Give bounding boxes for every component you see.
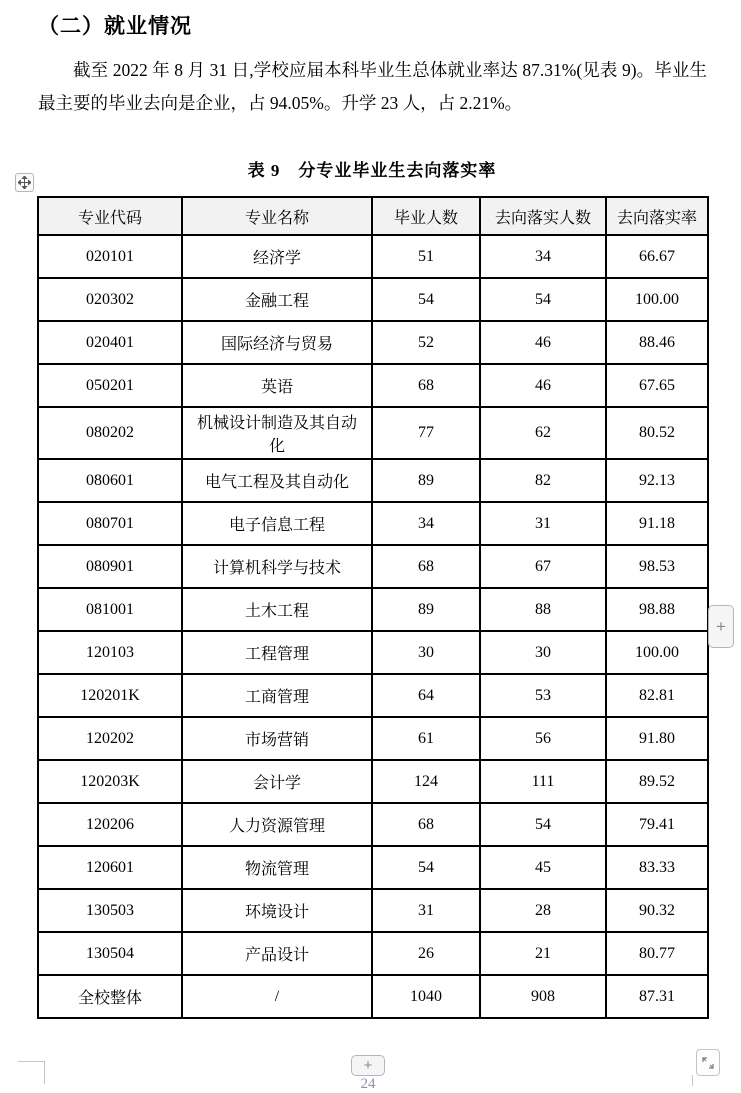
table-cell: 英语 xyxy=(182,364,372,407)
table-cell: 1040 xyxy=(372,975,480,1018)
table-cell: 计算机科学与技术 xyxy=(182,545,372,588)
table-cell: 080202 xyxy=(38,407,182,459)
table-row xyxy=(38,760,708,803)
table-cell: 020302 xyxy=(38,278,182,321)
table-caption: 表 9 分专业毕业生去向落实率 xyxy=(247,161,497,180)
table-row xyxy=(38,407,708,459)
table-row xyxy=(38,459,708,502)
table-row xyxy=(38,235,708,278)
table-cell: 89 xyxy=(372,588,480,631)
table-cell: 61 xyxy=(372,717,480,760)
table-cell: 100.00 xyxy=(606,278,708,321)
table-cell: 020101 xyxy=(38,235,182,278)
table-cell: 54 xyxy=(480,803,606,846)
text-boundary-edge-mark xyxy=(692,1075,693,1086)
table-cell: 31 xyxy=(480,502,606,545)
table-cell: 市场营销 xyxy=(182,717,372,760)
table-cell: 64 xyxy=(372,674,480,717)
body-paragraph: 截至 2022 年 8 月 31 日,学校应届本科毕业生总体就业率达 87.31%(见表 9)。毕业生最主要的毕业去向是企业，占 94.05%。升学 23 人，占 2.21%。 xyxy=(38,60,707,113)
table-row xyxy=(38,717,708,760)
table-cell: 89.52 xyxy=(606,760,708,803)
table-row xyxy=(38,803,708,846)
table-cell: 34 xyxy=(480,235,606,278)
table-cell: 30 xyxy=(372,631,480,674)
column-header: 毕业人数 xyxy=(372,197,480,235)
table-row xyxy=(38,975,708,1018)
table-cell: 68 xyxy=(372,803,480,846)
table-cell: 120601 xyxy=(38,846,182,889)
table-cell: 98.88 xyxy=(606,588,708,631)
table-row xyxy=(38,889,708,932)
column-header: 专业名称 xyxy=(182,197,372,235)
table-cell: 电子信息工程 xyxy=(182,502,372,545)
table-cell: 89 xyxy=(372,459,480,502)
table-cell: 080901 xyxy=(38,545,182,588)
table-resize-handle[interactable] xyxy=(696,1049,720,1076)
table-cell: / xyxy=(182,975,372,1018)
table-cell: 经济学 xyxy=(182,235,372,278)
table-cell: 98.53 xyxy=(606,545,708,588)
table-cell: 120206 xyxy=(38,803,182,846)
table-cell: 环境设计 xyxy=(182,889,372,932)
table-cell: 124 xyxy=(372,760,480,803)
add-column-button[interactable]: + xyxy=(708,605,734,648)
table-row xyxy=(38,674,708,717)
move-icon xyxy=(18,176,31,189)
table-cell: 130503 xyxy=(38,889,182,932)
table-cell: 工商管理 xyxy=(182,674,372,717)
table-cell: 土木工程 xyxy=(182,588,372,631)
table-cell: 62 xyxy=(480,407,606,459)
table-row xyxy=(38,545,708,588)
table-row xyxy=(38,846,708,889)
table-cell: 080601 xyxy=(38,459,182,502)
table-cell: 46 xyxy=(480,364,606,407)
table-cell: 111 xyxy=(480,760,606,803)
table-cell: 100.00 xyxy=(606,631,708,674)
table-cell: 79.41 xyxy=(606,803,708,846)
section-heading: （二）就业情况 xyxy=(38,15,192,38)
table-cell: 66.67 xyxy=(606,235,708,278)
table-cell: 91.18 xyxy=(606,502,708,545)
table-row xyxy=(38,278,708,321)
table-cell: 83.33 xyxy=(606,846,708,889)
table-cell: 46 xyxy=(480,321,606,364)
table-row xyxy=(38,321,708,364)
table-cell: 87.31 xyxy=(606,975,708,1018)
table-cell: 82.81 xyxy=(606,674,708,717)
table-cell: 51 xyxy=(372,235,480,278)
table-cell: 全校整体 xyxy=(38,975,182,1018)
table-cell: 91.80 xyxy=(606,717,708,760)
table-cell: 080701 xyxy=(38,502,182,545)
table-cell: 120201K xyxy=(38,674,182,717)
table-cell: 67 xyxy=(480,545,606,588)
table-move-handle[interactable] xyxy=(15,173,34,192)
table-cell: 80.52 xyxy=(606,407,708,459)
table-row xyxy=(38,588,708,631)
table-cell: 工程管理 xyxy=(182,631,372,674)
table-cell: 92.13 xyxy=(606,459,708,502)
table-cell: 金融工程 xyxy=(182,278,372,321)
table-cell: 电气工程及其自动化 xyxy=(182,459,372,502)
table-header-row xyxy=(38,197,708,235)
table-cell: 54 xyxy=(480,278,606,321)
table-cell: 21 xyxy=(480,932,606,975)
table-cell: 26 xyxy=(372,932,480,975)
table-cell: 120203K xyxy=(38,760,182,803)
column-header: 去向落实率 xyxy=(606,197,708,235)
table-cell: 67.65 xyxy=(606,364,708,407)
table-cell: 28 xyxy=(480,889,606,932)
table-cell: 物流管理 xyxy=(182,846,372,889)
table-cell: 88.46 xyxy=(606,321,708,364)
table-cell: 68 xyxy=(372,364,480,407)
table-cell: 90.32 xyxy=(606,889,708,932)
table-cell: 45 xyxy=(480,846,606,889)
table-row xyxy=(38,932,708,975)
placement-rate-table xyxy=(37,196,709,1019)
table-cell: 56 xyxy=(480,717,606,760)
table-cell: 机械设计制造及其自动化 xyxy=(182,407,372,459)
table-cell: 020401 xyxy=(38,321,182,364)
table-cell: 050201 xyxy=(38,364,182,407)
table-cell: 88 xyxy=(480,588,606,631)
table-cell: 081001 xyxy=(38,588,182,631)
table-cell: 52 xyxy=(372,321,480,364)
table-cell: 54 xyxy=(372,846,480,889)
table-row xyxy=(38,631,708,674)
table-cell: 30 xyxy=(480,631,606,674)
table-cell: 人力资源管理 xyxy=(182,803,372,846)
table-cell: 82 xyxy=(480,459,606,502)
table-cell: 31 xyxy=(372,889,480,932)
table-cell: 908 xyxy=(480,975,606,1018)
column-header: 去向落实人数 xyxy=(480,197,606,235)
table-cell: 80.77 xyxy=(606,932,708,975)
table-cell: 34 xyxy=(372,502,480,545)
table-cell: 53 xyxy=(480,674,606,717)
resize-diagonal-icon xyxy=(701,1056,715,1070)
text-boundary-corner-mark xyxy=(18,1061,45,1084)
table-cell: 120202 xyxy=(38,717,182,760)
table-row xyxy=(38,364,708,407)
page-number: 24 xyxy=(360,1076,376,1092)
table-cell: 77 xyxy=(372,407,480,459)
table-cell: 130504 xyxy=(38,932,182,975)
table-cell: 国际经济与贸易 xyxy=(182,321,372,364)
table-cell: 产品设计 xyxy=(182,932,372,975)
table-cell: 120103 xyxy=(38,631,182,674)
add-row-button[interactable]: + xyxy=(351,1055,385,1076)
table-cell: 会计学 xyxy=(182,760,372,803)
table-cell: 54 xyxy=(372,278,480,321)
column-header: 专业代码 xyxy=(38,197,182,235)
table-row xyxy=(38,502,708,545)
table-cell: 68 xyxy=(372,545,480,588)
